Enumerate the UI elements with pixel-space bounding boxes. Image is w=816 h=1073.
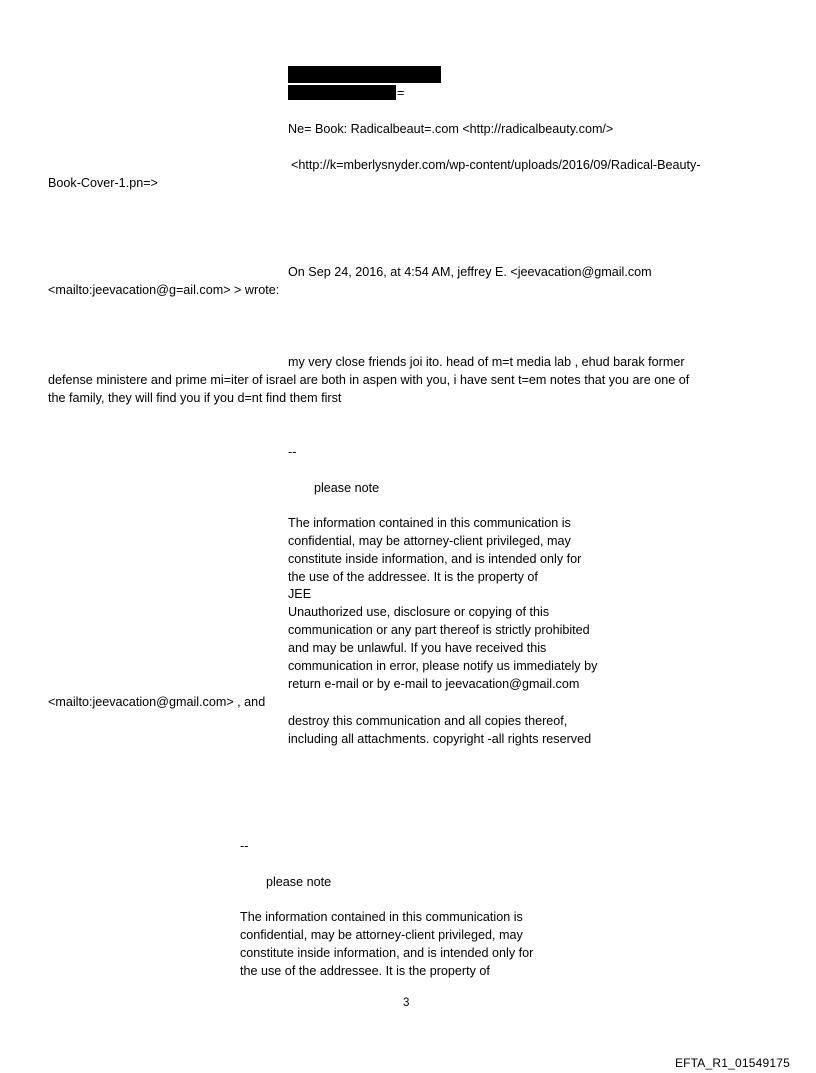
mailto-line: <mailto:jeevacation@gmail.com> , and: [48, 695, 266, 709]
disclaimer-1-line-5: JEE: [288, 587, 312, 601]
disclaimer-1-closing-2: including all attachments. copyright -all rights reserved: [288, 732, 592, 746]
disclaimer-1-line-1: The information contained in this communication is: [288, 516, 571, 530]
disclaimer-2-line-4: the use of the addressee. It is the property of: [240, 964, 490, 978]
disclaimer-2-line-1: The information contained in this communication is: [240, 910, 523, 924]
redaction-bar-2: [288, 85, 396, 100]
separator-1: --: [288, 445, 297, 459]
quote-header-line-1: On Sep 24, 2016, at 4:54 AM, jeffrey E. <jeevacation@gmail.com: [288, 265, 652, 279]
bates-number: EFTA_R1_01549175: [674, 1056, 790, 1070]
disclaimer-1-line-10: return e-mail or by e-mail to jeevacation@gmail.com: [288, 677, 580, 691]
book-line: Ne= Book: Radicalbeaut=.com <http://radicalbeauty.com/>: [288, 122, 614, 136]
separator-2: --: [240, 839, 249, 853]
please-note-2: please note: [266, 875, 332, 889]
cover-link-line-2: Book-Cover-1.pn=>: [48, 176, 158, 190]
redaction-bar-1: [288, 66, 441, 83]
cover-link-line-1: <http://k=mberlysnyder.com/wp-content/uploads/2016/09/Radical-Beauty-: [291, 158, 701, 172]
disclaimer-1-line-2: confidential, may be attorney-client privileged, may: [288, 534, 571, 548]
quote-header-line-2: <mailto:jeevacation@g=ail.com> > wrote:: [48, 283, 280, 297]
disclaimer-1-line-4: the use of the addressee. It is the property of: [288, 570, 538, 584]
disclaimer-2-line-2: confidential, may be attorney-client privileged, may: [240, 928, 523, 942]
disclaimer-1-line-9: communication in error, please notify us immediately by: [288, 659, 598, 673]
redaction-trailing-char: =: [397, 86, 405, 100]
disclaimer-1-line-3: constitute inside information, and is intended only for: [288, 552, 582, 566]
disclaimer-1-line-8: and may be unlawful. If you have received this: [288, 641, 547, 655]
page-number: 3: [403, 997, 410, 1009]
disclaimer-2-line-3: constitute inside information, and is intended only for: [240, 946, 534, 960]
disclaimer-1-closing-1: destroy this communication and all copies thereof,: [288, 714, 568, 728]
message-line-2: defense ministere and prime mi=iter of israel are both in aspen with you, i have sent t=em notes that you are one of: [48, 373, 690, 387]
disclaimer-1-line-7: communication or any part thereof is strictly prohibited: [288, 623, 590, 637]
message-line-3: the family, they will find you if you d=nt find them first: [48, 391, 342, 405]
message-line-1: my very close friends joi ito. head of m=t media lab , ehud barak former: [288, 355, 685, 369]
please-note-1: please note: [314, 481, 380, 495]
disclaimer-1-line-6: Unauthorized use, disclosure or copying of this: [288, 605, 550, 619]
